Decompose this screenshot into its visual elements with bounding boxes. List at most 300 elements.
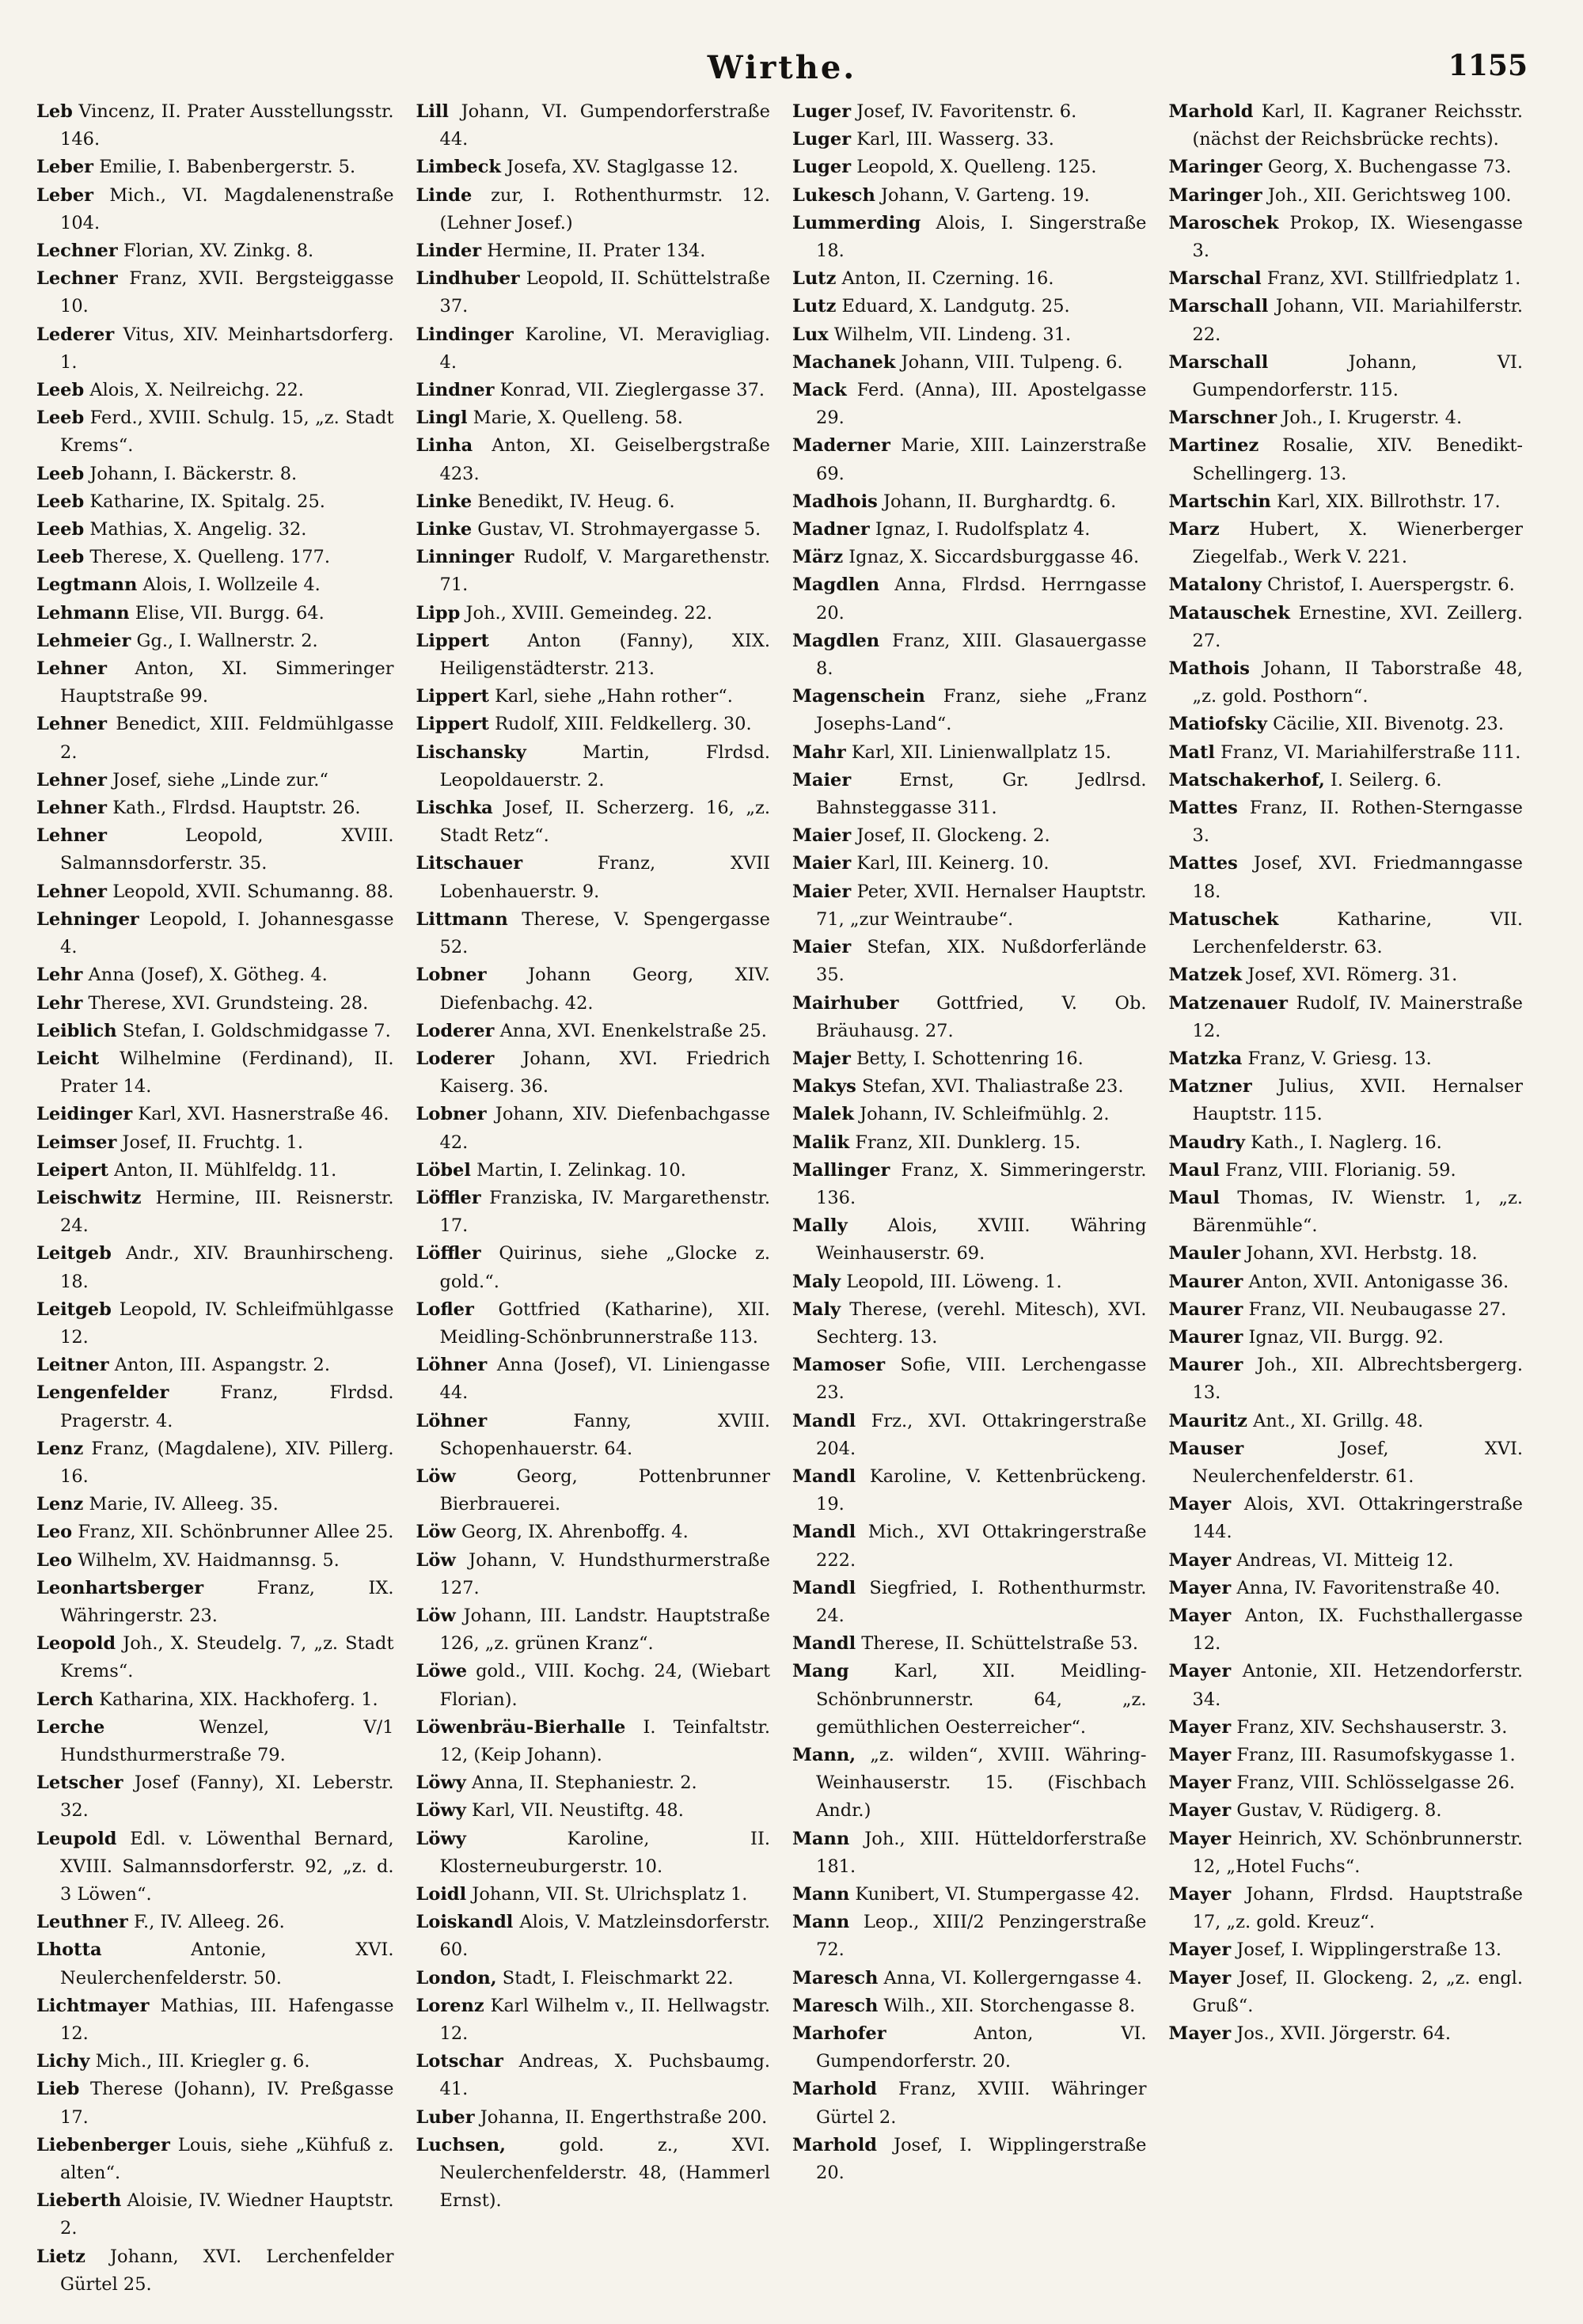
entry-name: Löbel — [416, 1159, 471, 1181]
directory-entry — [792, 990, 1147, 1045]
entry-details: Jos., XVII. Jörgerstr. 64. — [1236, 2023, 1452, 2045]
directory-entry — [792, 683, 1147, 738]
directory-entry — [36, 655, 394, 711]
entry-details: Joh., XII. Gerichtsweg 100. — [1267, 184, 1512, 206]
entry-name: Maul — [1168, 1159, 1220, 1181]
entry-details: Anna, II. Stephaniestr. 2. — [471, 1772, 697, 1794]
entry-details: Stadt, I. Fleischmarkt 22. — [502, 1967, 734, 1988]
entry-details: Therese, X. Quelleng. 177. — [89, 547, 330, 568]
directory-entry — [36, 182, 394, 237]
directory-entry — [792, 1881, 1147, 1909]
entry-details: gold. z., XVI. Neulerchenfelderstr. 48, (Hammerl Ernst). — [439, 2134, 770, 2212]
entry-details: Josef, I. Wipplingerstraße 20. — [816, 2134, 1147, 2184]
entry-name: Maier — [792, 769, 852, 790]
directory-entry — [792, 1268, 1147, 1296]
entry-details: Franz, XIV. Sechshauserstr. 3. — [1236, 1716, 1508, 1738]
entry-details: Johann, IV. Schleifmühlg. 2. — [860, 1104, 1110, 1125]
entry-name: Mally — [792, 1215, 848, 1237]
directory-entry — [416, 1909, 771, 1964]
entry-details: Franziska, IV. Margarethenstr. 17. — [439, 1187, 770, 1237]
entry-name: Leipert — [36, 1159, 108, 1181]
entry-name: Mayer — [1168, 1494, 1232, 1515]
entry-name: Letscher — [36, 1772, 123, 1794]
entry-details: Johann, III. Landstr. Hauptstraße 126, „z. grünen Kranz“. — [439, 1605, 770, 1655]
entry-name: Lotschar — [416, 2051, 503, 2072]
entry-details: Frz., XVI. Ottakringerstraße 204. — [816, 1410, 1147, 1459]
entry-name: Mayer — [1168, 1549, 1232, 1571]
entry-name: Maderner — [792, 435, 890, 457]
entry-details: Ferd., XVIII. Schulg. 15, „z. Stadt Krems“. — [60, 408, 394, 457]
entry-name: Mayer — [1168, 1967, 1232, 1988]
entry-details: Therese, (verehl. Mitesch), XVI. Sechterg. 13. — [816, 1298, 1147, 1348]
entry-name: Lill — [416, 101, 449, 122]
directory-entry — [1169, 1268, 1524, 1296]
directory-entry — [416, 2132, 771, 2216]
entry-details: Siegfried, I. Rothenthurmstr. 24. — [816, 1577, 1147, 1626]
entry-details: Stefan, I. Goldschmidgasse 7. — [122, 1020, 391, 1041]
entry-name: Lutz — [792, 268, 837, 290]
directory-entry — [416, 1352, 771, 1407]
entry-details: Prokop, IX. Wiesengasse 3. — [1192, 212, 1523, 262]
directory-entry — [36, 1045, 394, 1101]
entry-name: Maly — [792, 1298, 841, 1320]
directory-entry — [36, 1575, 394, 1630]
directory-entry — [416, 1185, 771, 1240]
entry-details: Vitus, XIV. Meinhartsdorferg. 1. — [60, 324, 394, 373]
entry-details: Quirinus, siehe „Glocke z. gold.“. — [439, 1243, 770, 1292]
entry-details: Wilhelmine (Ferdinand), II. Prater 14. — [60, 1048, 394, 1098]
directory-entry — [1169, 1769, 1524, 1797]
directory-entry — [36, 906, 394, 961]
directory-entry — [792, 2020, 1147, 2076]
directory-entry — [792, 349, 1147, 377]
entry-name: Maresch — [792, 1967, 879, 1988]
directory-entry — [1169, 488, 1524, 516]
directory-entry — [36, 1547, 394, 1575]
entry-details: Karl, XII. Linienwallplatz 15. — [851, 741, 1111, 763]
entry-details: Franz, XVI. Stillfriedplatz 1. — [1266, 268, 1521, 290]
directory-entry — [1169, 1491, 1524, 1546]
directory-entry — [1169, 210, 1524, 265]
entry-name: Leidinger — [36, 1104, 133, 1125]
directory-entry — [36, 1129, 394, 1157]
entry-name: Magdlen — [792, 630, 880, 651]
entry-details: Hermine, III. Reisnerstr. 24. — [60, 1187, 394, 1237]
entry-details: Gottfried (Katharine), XII. Meidling-Schönbrunnerstraße 113. — [439, 1298, 770, 1348]
directory-entry — [36, 1686, 394, 1714]
entry-name: Marz — [1168, 519, 1220, 540]
entry-name: Löwy — [416, 1772, 466, 1794]
entry-details: Cäcilie, XII. Bivenotg. 23. — [1273, 714, 1504, 735]
entry-details: Karl, III. Keinerg. 10. — [856, 853, 1050, 874]
entry-name: Löwy — [416, 1828, 466, 1849]
entry-name: London, — [416, 1967, 497, 1988]
entry-name: Mattes — [1168, 798, 1238, 819]
directory-entry — [1169, 1714, 1524, 1742]
entry-details: Anna, Flrdsd. Herrngasse 20. — [816, 574, 1147, 624]
directory-entry — [416, 1965, 771, 1992]
entry-name: Malik — [792, 1132, 850, 1153]
entry-details: Josef, II. Scherzerg. 16, „z. Stadt Retz“. — [439, 798, 770, 847]
directory-entry — [36, 990, 394, 1018]
entry-name: Madhois — [792, 491, 878, 512]
directory-entry — [36, 237, 394, 265]
directory-entry — [36, 1630, 394, 1685]
entry-name: Lehmeier — [36, 630, 131, 651]
page-title: Wirthe. — [707, 49, 857, 86]
directory-entry — [36, 1936, 394, 1992]
entry-name: Leo — [36, 1522, 73, 1543]
directory-entry — [36, 98, 394, 154]
entry-details: Joh., X. Steudelg. 7, „z. Stadt Krems“. — [60, 1633, 394, 1682]
entry-details: Franz, XVII. Bergsteiggasse 10. — [60, 268, 394, 317]
directory-entry — [1169, 711, 1524, 738]
entry-name: Loderer — [416, 1020, 495, 1041]
entry-details: Heinrich, XV. Schönbrunnerstr. 12, „Hotel Fuchs“. — [1192, 1828, 1523, 1877]
entry-name: Maurer — [1168, 1271, 1243, 1292]
entry-details: Georg, Pottenbrunner Bierbrauerei. — [439, 1465, 770, 1515]
directory-entry — [36, 1769, 394, 1825]
entry-name: Lutz — [792, 296, 837, 317]
entry-name: Matzner — [1168, 1076, 1252, 1098]
entry-details: Franz, IX. Währingerstr. 23. — [60, 1577, 394, 1626]
entry-details: Ignaz, VII. Burgg. 92. — [1248, 1326, 1444, 1348]
entry-name: Lofler — [416, 1298, 474, 1320]
entry-details: Anton, II. Czerning. 16. — [841, 268, 1054, 290]
entry-details: Aloisie, IV. Wiedner Hauptstr. 2. — [60, 2190, 394, 2239]
entry-name: Leicht — [36, 1048, 100, 1069]
directory-entry — [1169, 906, 1524, 961]
directory-entry — [1169, 1965, 1524, 2020]
directory-entry — [416, 1992, 771, 2048]
entry-name: Leischwitz — [36, 1187, 142, 1208]
entry-details: Ignaz, I. Rudolfsplatz 4. — [875, 519, 1091, 540]
directory-entry — [792, 1352, 1147, 1407]
entry-details: Josefa, XV. Staglgasse 12. — [507, 157, 738, 178]
directory-entry — [36, 265, 394, 320]
directory-entry — [1169, 293, 1524, 348]
entry-name: Lehner — [36, 769, 108, 790]
directory-entry — [36, 461, 394, 488]
entry-name: Lehmann — [36, 602, 130, 624]
entry-name: Lippert — [416, 714, 489, 735]
directory-entry — [792, 1212, 1147, 1268]
directory-entry — [416, 1769, 771, 1797]
entry-details: Martin, I. Zelinkag. 10. — [476, 1159, 686, 1181]
entry-details: Johann, XVI. Lerchenfelder Gürtel 25. — [60, 2246, 394, 2295]
entry-name: Mang — [792, 1661, 849, 1682]
entry-details: Anton (Fanny), XIX. Heiligenstädterstr. 213. — [439, 630, 770, 680]
entry-name: Löffler — [416, 1243, 481, 1264]
entry-details: Johann, VIII. Tulpeng. 6. — [901, 351, 1123, 373]
entry-details: Karoline, VI. Meravigliag. 4. — [439, 324, 770, 373]
entry-name: Löw — [416, 1549, 456, 1571]
entry-details: Gottfried, V. Ob. Bräuhausg. 27. — [816, 992, 1147, 1041]
entry-name: Lieb — [36, 2079, 80, 2100]
entry-name: Matiofsky — [1168, 714, 1267, 735]
entry-details: Leopold, I. Johannesgasse 4. — [60, 908, 394, 958]
entry-name: Leeb — [36, 547, 85, 568]
directory-entry — [792, 739, 1147, 767]
entry-details: Louis, siehe „Kühfuß z. alten“. — [60, 2134, 394, 2184]
directory-entry — [416, 2048, 771, 2103]
entry-details: Franz, III. Rasumofskygasse 1. — [1236, 1744, 1516, 1765]
entry-details: Ignaz, X. Siccardsburggasse 46. — [848, 547, 1140, 568]
entry-name: Löhner — [416, 1410, 488, 1431]
entry-name: Mallinger — [792, 1159, 890, 1181]
entry-name: Mairhuber — [792, 992, 899, 1014]
entry-details: Georg, X. Buchengasse 73. — [1267, 157, 1512, 178]
entry-name: Linke — [416, 519, 473, 540]
entry-details: Alois, XVIII. Währing Weinhauserstr. 69. — [816, 1215, 1147, 1264]
entry-name: Maier — [792, 881, 852, 902]
entry-name: Maul — [1168, 1187, 1220, 1208]
entry-name: Mayer — [1168, 1577, 1232, 1598]
entry-details: Emilie, I. Babenbergerstr. 5. — [99, 157, 356, 178]
entry-name: Luber — [416, 2106, 475, 2128]
directory-entry — [792, 1129, 1147, 1157]
entry-details: Anton, XVII. Antonigasse 36. — [1248, 1271, 1509, 1292]
directory-entry — [792, 934, 1147, 989]
entry-details: Wenzel, V/1 Hundsthurmerstraße 79. — [60, 1716, 394, 1765]
entry-name: Lobner — [416, 965, 487, 986]
directory-entry — [1169, 265, 1524, 293]
directory-entry — [792, 182, 1147, 210]
entry-details: Franz, VII. Neubaugasse 27. — [1248, 1298, 1507, 1320]
entry-name: Martschin — [1168, 491, 1271, 512]
directory-entry — [1169, 404, 1524, 432]
page-number: 1155 — [1448, 49, 1528, 82]
directory-entry — [36, 1296, 394, 1352]
entry-details: Hermine, II. Prater 134. — [487, 241, 706, 262]
entry-name: Löffler — [416, 1187, 481, 1208]
directory-entry — [416, 794, 771, 850]
entry-name: Leopold — [36, 1633, 116, 1655]
entry-name: Leber — [36, 184, 94, 206]
entry-details: F., IV. Alleeg. 26. — [133, 1912, 285, 1933]
directory-entry — [792, 1518, 1147, 1574]
entry-name: Matzenauer — [1168, 992, 1288, 1014]
entry-name: Matl — [1168, 741, 1215, 763]
directory-entry — [1169, 961, 1524, 989]
entry-name: Lerch — [36, 1689, 94, 1710]
entry-name: Maringer — [1168, 157, 1262, 178]
directory-entry — [792, 1965, 1147, 1992]
directory-entry — [1169, 990, 1524, 1045]
directory-entry — [36, 154, 394, 181]
entry-name: Lorenz — [416, 1995, 484, 2016]
directory-entry — [36, 377, 394, 404]
entry-details: Konrad, VII. Zieglergasse 37. — [499, 380, 765, 401]
directory-entry — [416, 1602, 771, 1658]
entry-name: Lhotta — [36, 1939, 102, 1961]
directory-entry — [1169, 739, 1524, 767]
entry-name: Marhold — [1168, 101, 1254, 122]
entry-name: Leonhartsberger — [36, 1577, 204, 1598]
directory-entry — [1169, 1408, 1524, 1435]
entry-details: Franz, XII. Schönbrunner Allee 25. — [78, 1522, 394, 1543]
directory-entry — [792, 1575, 1147, 1630]
entry-name: Magdlen — [792, 574, 880, 596]
entry-details: Hubert, X. Wienerberger Ziegelfab., Werk V. 221. — [1192, 519, 1523, 568]
entry-details: Josef, II. Glockeng. 2. — [856, 825, 1050, 847]
directory-entry — [36, 878, 394, 906]
entry-details: Karl, VII. Neustiftg. 48. — [471, 1800, 684, 1822]
entry-details: I. Teinfaltstr. 12, (Keip Johann). — [439, 1716, 770, 1765]
entry-name: Mayer — [1168, 1605, 1232, 1626]
entry-name: Mann, — [792, 1744, 856, 1765]
entry-name: Löwy — [416, 1800, 466, 1822]
entry-name: Lischansky — [416, 741, 526, 763]
entry-name: Mayer — [1168, 1744, 1232, 1765]
directory-entry — [1169, 1296, 1524, 1324]
entry-details: Stefan, XIX. Nußdorferlände 35. — [816, 937, 1147, 986]
entry-details: Johann, II. Burghardtg. 6. — [883, 491, 1117, 512]
entry-name: Lingl — [416, 408, 468, 429]
entry-name: Leeb — [36, 519, 85, 540]
entry-name: Mauritz — [1168, 1410, 1247, 1431]
directory-entry — [1169, 154, 1524, 181]
entry-details: Karl, XVI. Hasnerstraße 46. — [138, 1104, 389, 1125]
entry-details: Therese (Johann), IV. Preßgasse 17. — [60, 2079, 394, 2128]
directory-entry — [792, 878, 1147, 934]
directory-entry — [792, 822, 1147, 850]
entry-details: Joh., XVIII. Gemeindeg. 22. — [465, 602, 713, 624]
entry-name: Leeb — [36, 463, 85, 484]
directory-entry — [416, 1658, 771, 1713]
entry-name: Löwenbräu-Bierhalle — [416, 1716, 626, 1738]
entry-name: Lehner — [36, 881, 108, 902]
directory-entry — [416, 1240, 771, 1295]
entry-details: Leopold, III. Löweng. 1. — [846, 1271, 1062, 1292]
directory-entry — [416, 1547, 771, 1602]
directory-entry — [416, 850, 771, 905]
entry-name: Mann — [792, 1884, 850, 1905]
entry-name: Lichy — [36, 2051, 90, 2072]
directory-entry — [416, 1518, 771, 1546]
entry-details: Johann, VII. St. Ulrichsplatz 1. — [472, 1884, 748, 1905]
entry-name: Lehner — [36, 798, 108, 819]
entry-name: Lechner — [36, 241, 118, 262]
directory-entry — [1169, 1073, 1524, 1128]
entry-details: Anton, XI. Simmeringer Hauptstraße 99. — [60, 658, 394, 707]
entry-name: Limbeck — [416, 157, 502, 178]
directory-entry — [1169, 349, 1524, 404]
entry-name: Linha — [416, 435, 473, 457]
directory-entry — [1169, 1240, 1524, 1268]
entry-details: Franz, (Magdalene), XIV. Pillerg. 16. — [60, 1438, 394, 1487]
entry-name: Lieberth — [36, 2190, 122, 2212]
directory-entry — [416, 154, 771, 181]
entry-name: Mayer — [1168, 2023, 1232, 2045]
entry-details: Antonie, XVI. Neulerchenfelderstr. 50. — [60, 1939, 394, 1988]
directory-entry — [416, 404, 771, 432]
entry-details: Johann, I. Bäckerstr. 8. — [89, 463, 298, 484]
entry-name: Litschauer — [416, 853, 523, 874]
entry-details: Stefan, XVI. Thaliastraße 23. — [861, 1076, 1124, 1098]
entry-details: Johann Georg, XIV. Diefenbachg. 42. — [439, 965, 771, 1014]
directory-entry — [792, 1658, 1147, 1742]
entry-name: Lukesch — [792, 184, 875, 206]
directory-entry — [416, 739, 771, 794]
entry-details: Leopold, X. Quelleng. 125. — [856, 157, 1097, 178]
entry-details: Marie, X. Quelleng. 58. — [473, 408, 683, 429]
entry-name: Linder — [416, 241, 482, 262]
entry-details: Karl Wilhelm v., II. Hellwagstr. 12. — [439, 1995, 771, 2045]
entry-details: Betty, I. Schottenring 16. — [856, 1048, 1084, 1069]
entry-details: Josef, XVI. Friedmanngasse 18. — [1192, 853, 1523, 902]
entry-details: Elise, VII. Burgg. 64. — [135, 602, 325, 624]
entry-details: Edl. v. Löwenthal Bernard, XVIII. Salmannsdorferstr. 92, „z. d. 3 Löwen“. — [60, 1828, 394, 1905]
entry-details: Franz, VIII. Schlösselgasse 26. — [1236, 1772, 1516, 1794]
directory-entry — [416, 1463, 771, 1518]
directory-entry — [1169, 1825, 1524, 1881]
entry-name: Lehr — [36, 992, 83, 1014]
directory-entry — [792, 432, 1147, 487]
entry-name: Leitgeb — [36, 1298, 112, 1320]
entry-details: Rudolf, IV. Mainerstraße 12. — [1192, 992, 1523, 1041]
entry-name: Lischka — [416, 798, 493, 819]
entry-details: Ant., XI. Grillg. 48. — [1253, 1410, 1424, 1431]
entry-name: Lechner — [36, 268, 118, 290]
entry-name: Leimser — [36, 1132, 117, 1153]
entry-name: Luger — [792, 157, 852, 178]
entry-name: Leo — [36, 1549, 73, 1571]
entry-details: Mich., III. Kriegler g. 6. — [95, 2051, 310, 2072]
entry-details: Alois, XVI. Ottakringerstraße 144. — [1192, 1494, 1523, 1543]
directory-entry — [416, 906, 771, 961]
entry-details: Franz, X. Simmeringerstr. 136. — [816, 1159, 1147, 1208]
entry-details: Alois, I. Wollzeile 4. — [142, 574, 321, 596]
directory-entry — [416, 1797, 771, 1825]
entry-name: Lobner — [416, 1104, 487, 1125]
directory-entry — [792, 1630, 1147, 1658]
directory-entry — [1169, 98, 1524, 154]
directory-entry — [416, 600, 771, 627]
entry-details: Leopold, XVIII. Salmannsdorferstr. 35. — [60, 825, 394, 874]
entry-details: Mathias, III. Hafengasse 12. — [60, 1995, 394, 2045]
directory-entry — [36, 961, 394, 989]
directory-entry — [416, 1296, 771, 1352]
column-2 — [413, 98, 776, 2306]
entry-name: Mathois — [1168, 658, 1250, 680]
directory-entry — [792, 1073, 1147, 1101]
entry-name: Martinez — [1168, 435, 1259, 457]
directory-entry — [1169, 1185, 1524, 1240]
directory-entry — [36, 1909, 394, 1936]
entry-details: Franz, siehe „Franz Josephs-Land“. — [816, 686, 1147, 735]
entry-details: Franz, Flrdsd. Pragerstr. 4. — [60, 1382, 394, 1431]
entry-name: Löw — [416, 1465, 456, 1487]
entry-details: Franz, XVII Lobenhauerstr. 9. — [439, 853, 770, 902]
entry-details: Benedict, XIII. Feldmühlgasse 2. — [60, 714, 394, 763]
directory-entry — [792, 210, 1147, 265]
entry-name: Leitgeb — [36, 1243, 112, 1264]
directory-entry — [36, 711, 394, 766]
entry-details: Vincenz, II. Prater Ausstellungsstr. 146. — [60, 101, 394, 150]
entry-details: Katharine, IX. Spitalg. 25. — [89, 491, 325, 512]
directory-entry — [1169, 1045, 1524, 1073]
entry-details: Anton, II. Mühlfeldg. 11. — [114, 1159, 337, 1181]
entry-name: Lietz — [36, 2246, 85, 2267]
entry-details: Josef (Fanny), XI. Leberstr. 32. — [60, 1772, 394, 1822]
entry-details: Karoline, II. Klosterneuburgerstr. 10. — [439, 1828, 770, 1877]
entry-details: Andr., XIV. Braunhirscheng. 18. — [60, 1243, 394, 1292]
directory-entry — [792, 1992, 1147, 2020]
directory-entry — [1169, 1575, 1524, 1602]
entry-name: Leb — [36, 101, 73, 122]
directory-entry — [792, 516, 1147, 544]
